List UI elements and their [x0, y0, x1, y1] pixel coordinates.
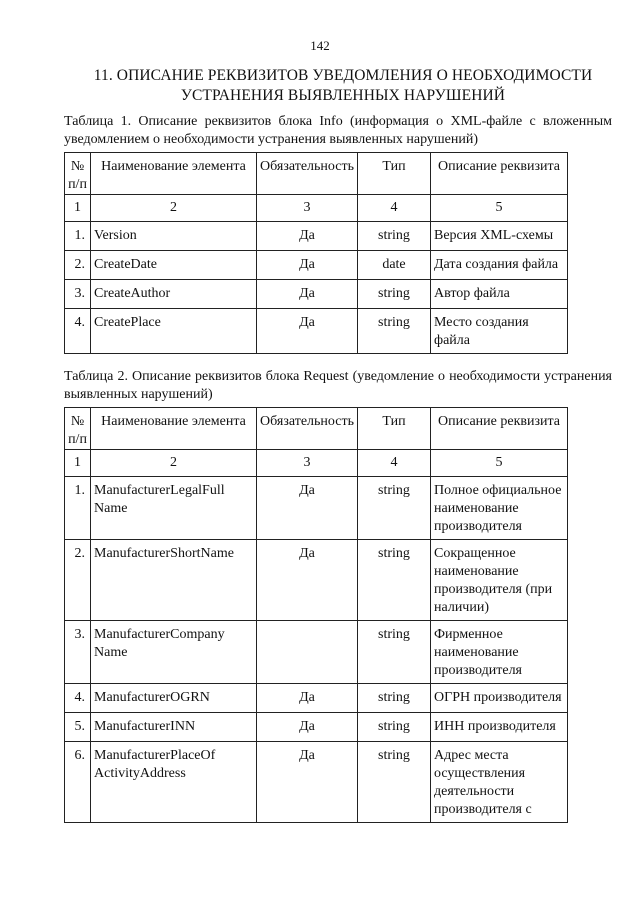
column-number: 4 — [358, 450, 431, 477]
header-name: Наименование элемента — [91, 153, 257, 195]
table-row — [65, 222, 568, 251]
row-number: 4. — [65, 684, 91, 713]
column-number-row — [65, 450, 568, 477]
table-1-info-block — [64, 152, 568, 354]
required-value: Да — [257, 477, 358, 540]
header-required: Обязательность — [257, 153, 358, 195]
required-value: Да — [257, 222, 358, 251]
required-value — [257, 621, 358, 684]
required-value: Да — [257, 251, 358, 280]
description: ОГРН производителя — [431, 684, 568, 713]
table-row — [65, 742, 568, 823]
description: Версия XML-схемы — [431, 222, 568, 251]
header-desc: Описание реквизита — [431, 408, 568, 450]
required-value: Да — [257, 713, 358, 742]
table-2-request-block — [64, 407, 568, 823]
required-value: Да — [257, 684, 358, 713]
header-desc: Описание реквизита — [431, 153, 568, 195]
type-value: string — [358, 742, 431, 823]
table-row — [65, 251, 568, 280]
description: Адрес места осуществления деятельности производителя с — [431, 742, 568, 823]
column-number: 2 — [91, 450, 257, 477]
row-number: 5. — [65, 713, 91, 742]
table-row — [65, 477, 568, 540]
required-value: Да — [257, 309, 358, 354]
type-value: string — [358, 309, 431, 354]
element-name: ManufacturerOGRN — [91, 684, 257, 713]
table-header-row — [65, 153, 568, 195]
type-value: string — [358, 713, 431, 742]
row-number: 2. — [65, 251, 91, 280]
row-number: 1. — [65, 222, 91, 251]
element-name: CreateAuthor — [91, 280, 257, 309]
description: Автор файла — [431, 280, 568, 309]
row-number: 3. — [65, 621, 91, 684]
element-name: Version — [91, 222, 257, 251]
element-name: ManufacturerCompany Name — [91, 621, 257, 684]
column-number: 4 — [358, 195, 431, 222]
table-2-caption: Таблица 2. Описание реквизитов блока Request (уведомление о необходимости устранения выявленных нарушений) — [64, 369, 612, 402]
header-type: Тип — [358, 153, 431, 195]
header-no: № п/п — [65, 153, 91, 195]
element-name: ManufacturerINN — [91, 713, 257, 742]
section-title-line-2: УСТРАНЕНИЯ ВЫЯВЛЕННЫХ НАРУШЕНИЙ — [180, 87, 506, 104]
element-name: ManufacturerShortName — [91, 540, 257, 621]
row-number: 6. — [65, 742, 91, 823]
description: Сокращенное наименование производителя (при наличии) — [431, 540, 568, 621]
table-row — [65, 684, 568, 713]
element-name: CreateDate — [91, 251, 257, 280]
column-number: 1 — [65, 195, 91, 222]
table-header-row — [65, 408, 568, 450]
element-name: ManufacturerLegalFull Name — [91, 477, 257, 540]
description: ИНН производителя — [431, 713, 568, 742]
description: Дата создания файла — [431, 251, 568, 280]
table-row — [65, 309, 568, 354]
type-value: string — [358, 621, 431, 684]
element-name: ManufacturerPlaceOf ActivityAddress — [91, 742, 257, 823]
row-number: 4. — [65, 309, 91, 354]
column-number: 5 — [431, 450, 568, 477]
row-number: 3. — [65, 280, 91, 309]
required-value: Да — [257, 742, 358, 823]
column-number-row — [65, 195, 568, 222]
element-name: CreatePlace — [91, 309, 257, 354]
type-value: date — [358, 251, 431, 280]
description: Полное официальное наименование производителя — [431, 477, 568, 540]
table-row — [65, 621, 568, 684]
required-value: Да — [257, 540, 358, 621]
section-title-line-1: 11. ОПИСАНИЕ РЕКВИЗИТОВ УВЕДОМЛЕНИЯ О НЕОБХОДИМОСТИ — [93, 67, 593, 84]
table-row — [65, 713, 568, 742]
header-type: Тип — [358, 408, 431, 450]
row-number: 1. — [65, 477, 91, 540]
header-name: Наименование элемента — [91, 408, 257, 450]
table-row — [65, 280, 568, 309]
table-row — [65, 540, 568, 621]
type-value: string — [358, 222, 431, 251]
header-no: № п/п — [65, 408, 91, 450]
section-title — [70, 66, 616, 106]
column-number: 2 — [91, 195, 257, 222]
column-number: 1 — [65, 450, 91, 477]
page-number: 142 — [310, 38, 330, 53]
column-number: 3 — [257, 195, 358, 222]
type-value: string — [358, 540, 431, 621]
description: Фирменное наименование производителя — [431, 621, 568, 684]
column-number: 5 — [431, 195, 568, 222]
row-number: 2. — [65, 540, 91, 621]
type-value: string — [358, 684, 431, 713]
table-1-caption: Таблица 1. Описание реквизитов блока Info (информация о XML-файле с вложенным уведомлением о необходимости устранения выявленных нарушений) — [64, 114, 612, 147]
type-value: string — [358, 280, 431, 309]
description: Место создания файла — [431, 309, 568, 354]
type-value: string — [358, 477, 431, 540]
column-number: 3 — [257, 450, 358, 477]
header-required: Обязательность — [257, 408, 358, 450]
required-value: Да — [257, 280, 358, 309]
